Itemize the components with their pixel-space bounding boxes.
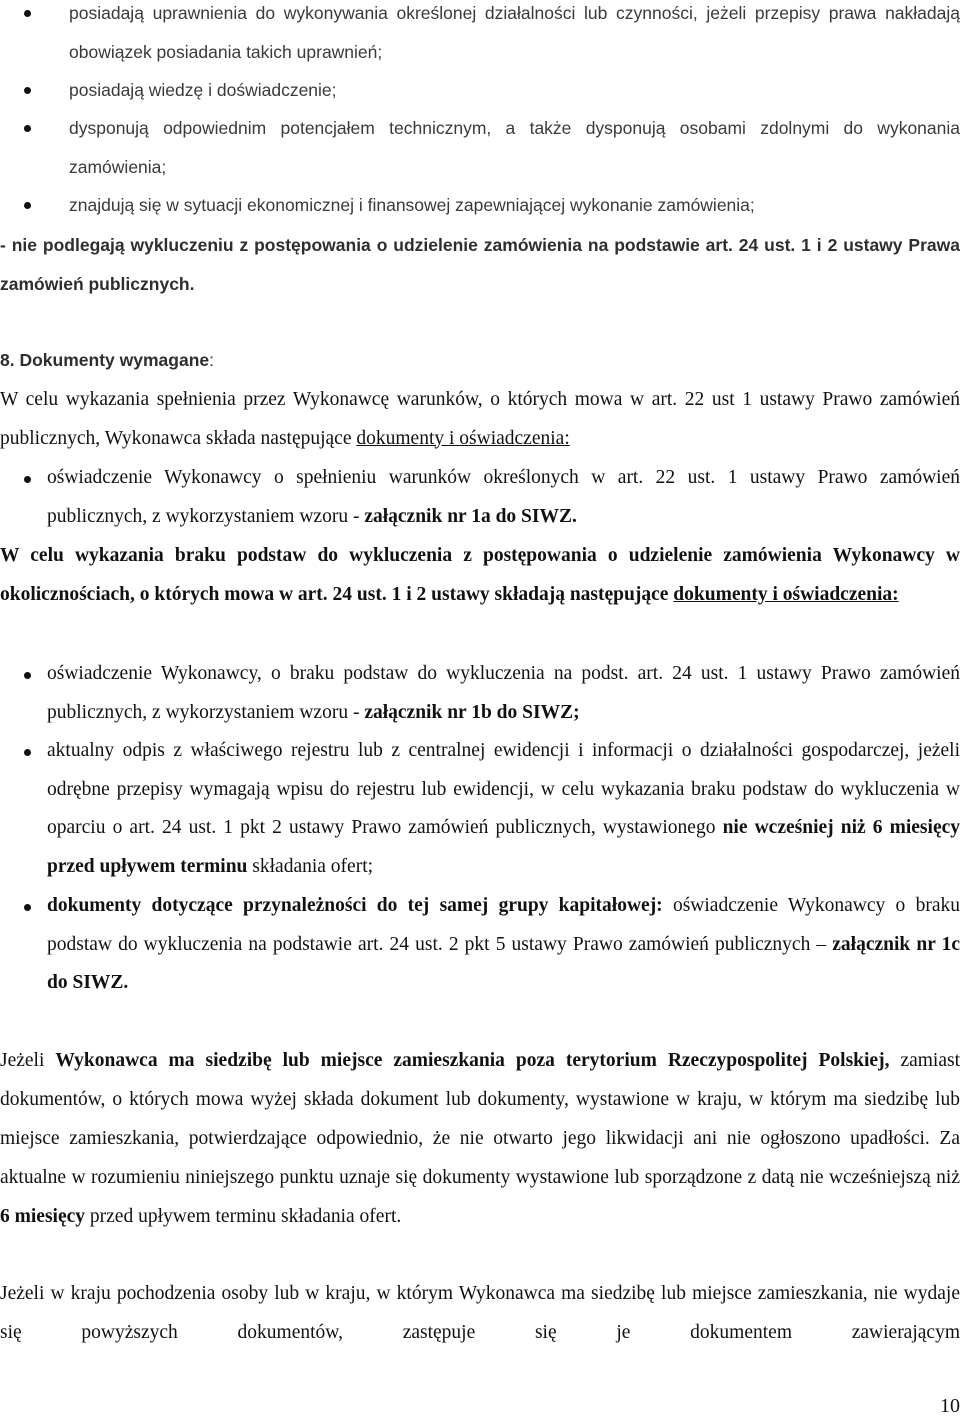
exclusion-statement: - nie podlegają wykluczeniu z postępowania o udzielenie zamówienia na podstawie art. 24 ust. 1 i 2 ustawy Prawa zamówień publicznych.: [0, 235, 960, 294]
list-item: [0, 71, 960, 110]
period-emphasis: 6 miesięcy: [0, 1206, 86, 1227]
documents-link: dokumenty i oświadczenia:: [356, 427, 570, 449]
section-heading: [0, 341, 960, 380]
exclusion-intro: [0, 537, 960, 614]
documents-link: dokumenty i oświadczenia:: [673, 583, 899, 605]
bullet-icon: [24, 202, 31, 209]
paragraph-emphasis: Wykonawca ma siedzibę lub miejsce zamieszkania poza terytorium Rzeczypospolitej Polskiej,: [55, 1050, 890, 1071]
bullet-icon: [24, 476, 31, 483]
bullet-icon: [24, 87, 31, 94]
list-item: [0, 186, 960, 225]
section-colon: :: [209, 350, 214, 370]
section-number: 8.: [0, 350, 15, 370]
list-item: [0, 109, 960, 186]
conditions-intro: [0, 381, 960, 458]
bullet-icon: [24, 672, 31, 679]
list-item-text: [47, 887, 960, 1003]
attachment-ref: załącznik nr 1a do SIWZ.: [364, 505, 577, 527]
conditions-intro-text: W celu wykazania spełnienia przez Wykonawcę warunków, o których mowa w art. 22 ust 1 ustawy Prawo zamówień publicznych, Wykonawca składa następujące: [0, 389, 960, 449]
paragraph-text: Jeżeli: [0, 1050, 56, 1071]
exclusion-intro-text: W celu wykazania braku podstaw do wykluczenia z postępowania o udzielenie zamówienia Wykonawcy w okolicznościach, o których mowa w art. 24 ust. 1 i 2 ustawy składają następujące: [0, 545, 960, 605]
bullet-icon: [24, 10, 31, 17]
list-item-text: posiadają uprawnienia do wykonywania określonej działalności lub czynności, jeżeli przepisy prawa nakładają obowiązek posiadania takich uprawnień;: [69, 3, 960, 62]
attachment-ref: załącznik nr 1c do SIWZ.: [47, 933, 960, 993]
page-number: 10: [940, 1395, 960, 1417]
paragraph-text: przed upływem terminu składania ofert.: [85, 1206, 402, 1227]
list-item-text: posiadają wiedzę i doświadczenie;: [69, 80, 337, 100]
bullet-icon: [24, 904, 31, 911]
item-heading: dokumenty dotyczące przynależności do tej samej grupy kapitałowej:: [47, 895, 663, 916]
list-item-text: znajdują się w sytuacji ekonomicznej i finansowej zapewniającej wykonanie zamówienia;: [69, 195, 755, 215]
substitute-document-paragraph: Jeżeli w kraju pochodzenia osoby lub w kraju, w którym Wykonawca ma siedzibę lub miejsce zamieszkania, nie wydaje się powyższych dokumentów, zastępuje się je dokumentem zawierającym: [0, 1283, 960, 1343]
deadline-emphasis: nie wcześniej niż 6 miesięcy przed upływem terminu: [47, 817, 960, 877]
section-title: Dokumenty wymagane: [19, 350, 210, 370]
list-item-body: oświadczenie Wykonawcy o braku podstaw do wykluczenia na podstawie art. 24 ust. 2 pkt 5 ustawy Prawo zamówień publicznych –: [47, 895, 960, 955]
bullet-icon: [24, 125, 31, 132]
list-item-body: aktualny odpis z właściwego rejestru lub z centralnej ewidencji i informacji o działalności gospodarczej, jeżeli odrębne przepisy wymagają wpisu do rejestru lub ewidencji, w celu wykazania braku podstaw do wykluczenia w oparciu o art. 24 ust. 1 pkt 2 ustawy Prawo zamówień publicznych, wystawionego: [47, 740, 960, 838]
list-item-body-end: składania ofert;: [247, 855, 374, 877]
list-item-text: dysponują odpowiednim potencjałem technicznym, a także dysponują osobami zdolnymi do wykonania zamówienia;: [69, 118, 960, 177]
list-item-body: oświadczenie Wykonawcy o spełnieniu warunków określonych w art. 22 ust. 1 ustawy Prawo zamówień publicznych, z wykorzystaniem wzoru -: [47, 467, 960, 527]
list-item-text: [47, 732, 960, 886]
attachment-ref: załącznik nr 1b do SIWZ;: [364, 701, 580, 723]
foreign-contractor-paragraph: [0, 1041, 960, 1236]
conditions-list: [0, 459, 960, 536]
paragraph-text: zamiast dokumentów, o których mowa wyżej składa dokument lub dokumenty, wystawione w kraju, w którym ma siedzibę lub miejsce zamieszkania, potwierdzające odpowiednio, że nie otwarto jego likwidacji ani nie ogłoszono upadłości. Za aktualne w rozumieniu niniejszego punktu uznaje się dokumenty wystawione lub sporządzone z datą nie wcześniejszą niż: [0, 1050, 960, 1188]
list-item-text: [47, 459, 960, 536]
bullet-icon: [24, 749, 31, 756]
list-item-text: [47, 655, 960, 732]
list-item: [0, 655, 960, 732]
list-item-body: oświadczenie Wykonawcy, o braku podstaw do wykluczenia na podst. art. 24 ust. 1 ustawy Prawo zamówień publicznych, z wykorzystaniem wzoru -: [47, 663, 960, 723]
list-item: [0, 887, 960, 1003]
list-item: [0, 732, 960, 886]
list-item: [0, 0, 960, 71]
